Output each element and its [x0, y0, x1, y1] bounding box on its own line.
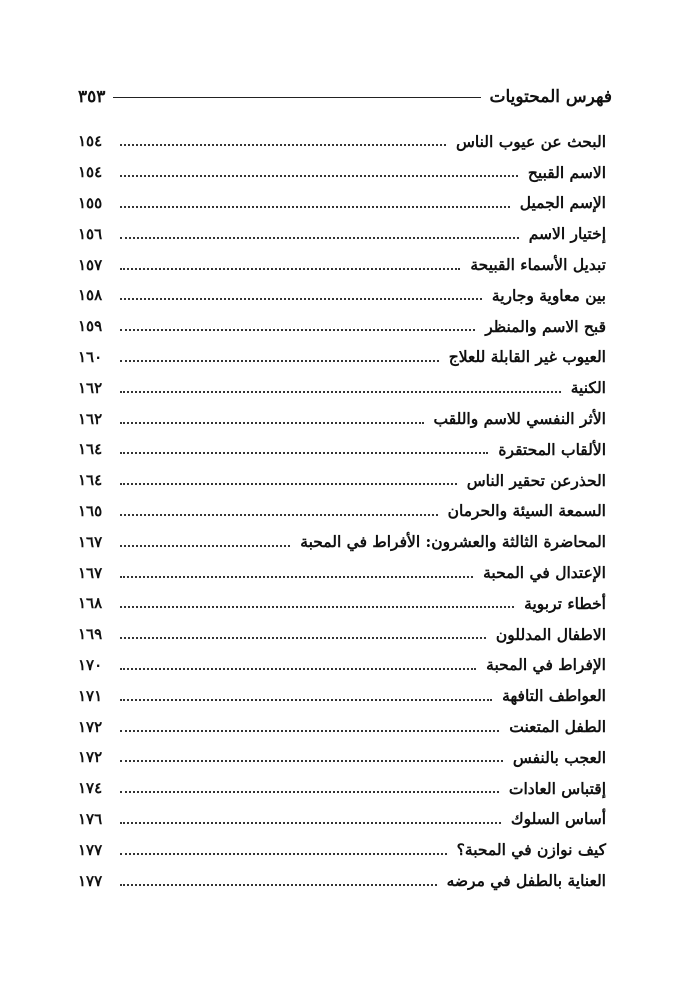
dot-leader: [120, 760, 503, 762]
header-rule: [113, 97, 481, 98]
toc-entry-title: الكنية: [570, 378, 606, 398]
toc-entry-page: ١٦٤: [78, 471, 103, 490]
toc-entry-title: الإسم الجميل: [519, 193, 606, 213]
toc-entry: [78, 126, 606, 157]
toc-entry-page: ١٧٧: [78, 871, 103, 890]
toc-entry-title: البحث عن عيوب الناس: [455, 131, 606, 151]
toc-entry: [78, 342, 606, 373]
toc-entry-page: ١٥٨: [78, 286, 103, 305]
toc-entry-title: أخطاء تربوية: [524, 593, 606, 613]
toc-entry-title: الإفراط في المحبة: [486, 655, 606, 675]
toc-entry: [78, 742, 606, 773]
dot-leader: [120, 606, 514, 608]
toc-entry: [78, 188, 606, 219]
toc-entry: [78, 249, 606, 280]
toc-entry-page: ١٥٤: [78, 132, 103, 151]
toc-entry-title: الطفل المتعنت: [509, 717, 606, 737]
toc-entry-title: العواطف التافهة: [502, 686, 606, 706]
toc-entry-page: ١٧٠: [78, 655, 103, 674]
toc-entry: [78, 619, 606, 650]
dot-leader: [120, 853, 447, 855]
toc-entry-page: ١٦٢: [78, 409, 103, 428]
running-header: [78, 84, 612, 110]
toc-entry: [78, 773, 606, 804]
toc-entry-title: بين معاوية وجارية: [491, 285, 606, 305]
dot-leader: [120, 360, 439, 362]
dot-leader: [120, 237, 519, 239]
toc-entry: [78, 804, 606, 835]
toc-entry-title: الاطفال المدللون: [495, 624, 606, 644]
toc-entry-page: ١٦٧: [78, 563, 103, 582]
toc-entry: [78, 557, 606, 588]
toc-entry: [78, 496, 606, 527]
toc-entry-page: ١٦٩: [78, 625, 103, 644]
dot-leader: [120, 298, 482, 300]
header-title: فهرس المحتويات: [489, 87, 612, 107]
dot-leader: [120, 329, 475, 331]
toc-entry: [78, 403, 606, 434]
toc-entry-title: إقتباس العادات: [508, 778, 606, 798]
toc-entry-title: المحاضرة الثالثة والعشرون: الأفراط في المحبة: [300, 532, 606, 552]
toc-entry-title: الأثر النفسي للاسم واللقب: [433, 409, 606, 429]
dot-leader: [120, 730, 499, 732]
dot-leader: [120, 699, 492, 701]
toc-entry-title: العجب بالنفس: [512, 747, 606, 767]
toc-entry: [78, 834, 606, 865]
header-page-number: ٣٥٣: [78, 87, 106, 107]
toc-entry-title: كيف نوازن في المحبة؟: [456, 840, 606, 860]
toc-entry: [78, 311, 606, 342]
toc-entry-title: إختيار الاسم: [528, 224, 606, 244]
toc-entry-page: ١٦٢: [78, 378, 103, 397]
dot-leader: [120, 391, 561, 393]
toc-entry-title: السمعة السيئة والحرمان: [447, 501, 606, 521]
toc-entry-title: العيوب غير القابلة للعلاج: [448, 347, 606, 367]
toc-entry-title: تبديل الأسماء القبيحة: [470, 255, 606, 275]
toc-entry-title: أساس السلوك: [510, 809, 606, 829]
toc-entry: [78, 865, 606, 896]
dot-leader: [120, 884, 437, 886]
toc-entry-page: ١٦٤: [78, 440, 103, 459]
dot-leader: [120, 637, 486, 639]
toc-entry-page: ١٥٥: [78, 193, 103, 212]
dot-leader: [120, 514, 438, 516]
dot-leader: [120, 483, 457, 485]
table-of-contents: [78, 126, 606, 896]
dot-leader: [120, 268, 460, 270]
dot-leader: [120, 452, 488, 454]
toc-entry-page: ١٥٦: [78, 224, 103, 243]
toc-entry-page: ١٥٧: [78, 255, 103, 274]
dot-leader: [120, 791, 499, 793]
toc-entry: [78, 711, 606, 742]
toc-entry-page: ١٦٧: [78, 532, 103, 551]
toc-entry: [78, 218, 606, 249]
toc-entry: [78, 588, 606, 619]
dot-leader: [120, 822, 501, 824]
dot-leader: [120, 545, 290, 547]
dot-leader: [120, 668, 476, 670]
toc-entry-page: ١٥٤: [78, 163, 103, 182]
toc-entry-page: ١٥٩: [78, 317, 103, 336]
toc-entry: [78, 434, 606, 465]
toc-entry: [78, 372, 606, 403]
dot-leader: [120, 206, 510, 208]
toc-entry-page: ١٧٧: [78, 840, 103, 859]
toc-entry-title: الحذرعن تحقير الناس: [466, 470, 606, 490]
toc-entry-page: ١٦٠: [78, 347, 103, 366]
toc-entry-page: ١٧٢: [78, 717, 103, 736]
toc-entry: [78, 650, 606, 681]
toc-entry-page: ١٧٦: [78, 809, 103, 828]
toc-entry-page: ١٧٢: [78, 748, 103, 767]
toc-entry: [78, 465, 606, 496]
dot-leader: [120, 144, 446, 146]
toc-entry-title: الإعتدال في المحبة: [483, 563, 606, 583]
dot-leader: [120, 422, 424, 424]
toc-entry-page: ١٦٨: [78, 594, 103, 613]
toc-entry-page: ١٧١: [78, 686, 103, 705]
toc-entry: [78, 680, 606, 711]
toc-entry-page: ١٦٥: [78, 501, 103, 520]
toc-chapter-entry: [78, 526, 606, 557]
toc-entry-page: ١٧٤: [78, 779, 103, 798]
dot-leader: [120, 175, 518, 177]
toc-entry-title: العناية بالطفل في مرضه: [446, 871, 606, 891]
dot-leader: [120, 576, 473, 578]
toc-entry: [78, 280, 606, 311]
toc-entry: [78, 157, 606, 188]
toc-entry-title: الألقاب المحتقرة: [498, 439, 606, 459]
toc-entry-title: قبح الاسم والمنظر: [485, 316, 606, 336]
toc-entry-title: الاسم القبيح: [527, 162, 606, 182]
